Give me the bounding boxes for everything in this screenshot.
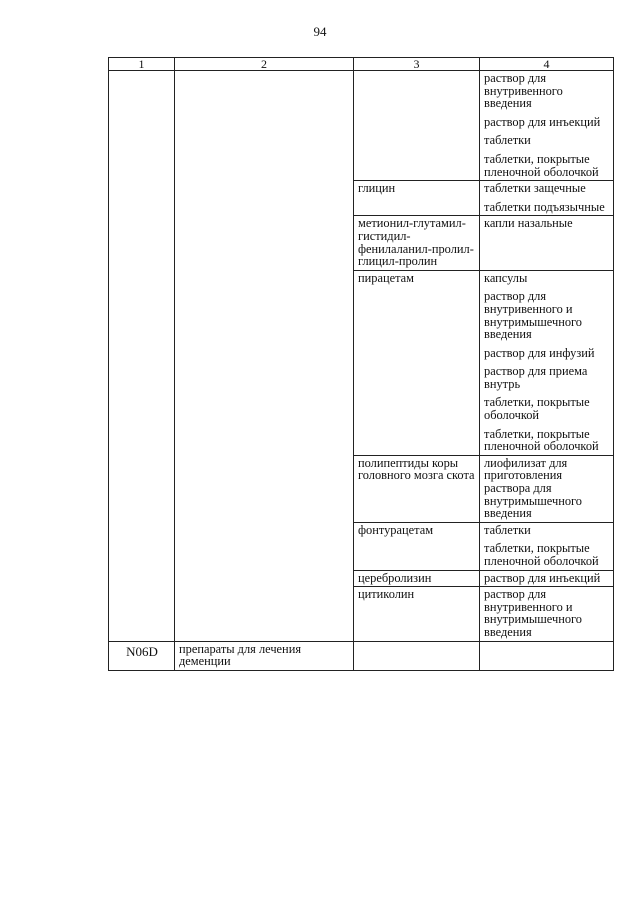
dosage-form: таблетки, покрытые пленочной оболочкой [484,426,599,454]
substance-cell: фонтурацетам [354,522,480,570]
dosage-form: капли назальные [484,216,573,231]
dosage-form: раствор для инъекций [484,570,601,585]
atc-code-cell: N06D [109,641,175,670]
substance-cell: полипептиды коры головного мозга скота [354,455,480,522]
dosage-form: таблетки [484,133,531,148]
dosage-form: таблетки [484,522,531,537]
table-row [109,641,614,670]
dosage-form: раствор для внутривенного и внутримышечного введения [484,587,582,639]
dosage-forms-cell [480,522,614,570]
substance-cell: пирацетам [354,270,480,455]
group-name-cell: препараты для лечения деменции [175,641,354,670]
substance-cell [354,71,480,181]
substance-cell: цитиколин [354,587,480,641]
group-name-cell [175,71,354,642]
dosage-form: таблетки, покрытые пленочной оболочкой [484,151,599,179]
header-col-3: 3 [354,58,480,71]
substance-cell [354,641,480,670]
dosage-form: раствор для инъекций [484,114,601,129]
dosage-form: таблетки, покрытые пленочной оболочкой [484,541,599,568]
dosage-form: раствор для инфузий [484,345,595,360]
dosage-form: капсулы [484,270,528,285]
dosage-forms-cell [480,641,614,670]
atc-code-cell [109,71,175,642]
dosage-forms-cell [480,216,614,270]
dosage-form: раствор для внутривенного и внутримышечного введения [484,289,582,342]
dosage-form: таблетки, покрытые оболочкой [484,395,590,423]
table-row [109,71,614,181]
dosage-form: таблетки подъязычные [484,199,605,214]
substance-cell: метионил-глутамил-гистидил-фенилаланил-пролил-глицил-пролин [354,216,480,270]
dosage-forms-cell [480,587,614,641]
dosage-form: лиофилизат для приготовления раствора для внутримышечного введения [484,455,582,521]
dosage-form: таблетки защечные [484,181,586,196]
substance-cell: глицин [354,181,480,216]
dosage-forms-cell [480,270,614,455]
dosage-form: раствор для приема внутрь [484,364,588,391]
header-row [109,58,614,71]
header-col-1: 1 [109,58,175,71]
dosage-forms-cell [480,455,614,522]
drug-table [108,57,614,671]
header-col-2: 2 [175,58,354,71]
dosage-forms-cell [480,71,614,181]
page-number: 94 [313,24,327,39]
dosage-form: раствор для внутривенного введения [484,71,563,111]
dosage-forms-cell [480,570,614,587]
substance-cell: церебролизин [354,570,480,587]
table-body [109,71,614,671]
header-col-4: 4 [480,58,614,71]
dosage-forms-cell [480,181,614,216]
